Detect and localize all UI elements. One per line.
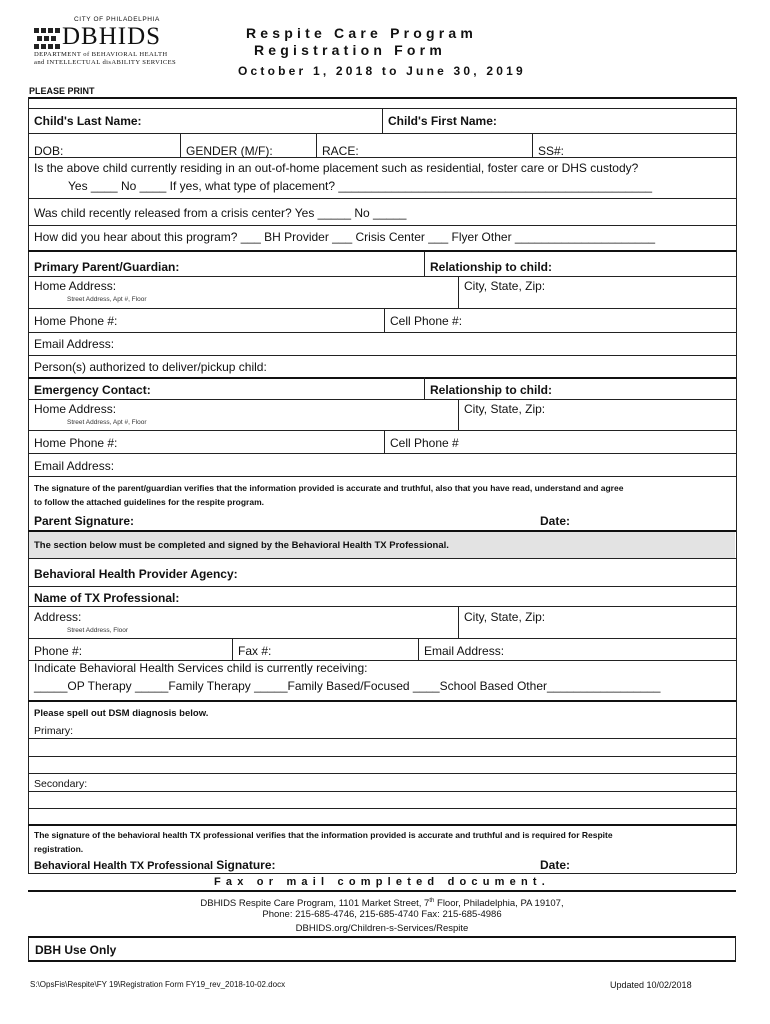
emergency-cell-phone-label: Cell Phone # [390,436,459,450]
parent-street-hint: Street Address, Apt #, Floor [67,296,147,303]
please-print-label: PLEASE PRINT [29,86,95,96]
footer-phone: Phone: 215-685-4746, 215-685-4740 Fax: 215-685-4986 [262,909,502,920]
footer-web: DBHIDS.org/Children-s-Services/Respite [295,923,469,934]
professional-fax-label: Fax #: [238,644,272,658]
parent-statement-line-2: to follow the attached guidelines for the respite program. [34,497,264,507]
emergency-city-state-zip-label: City, State, Zip: [464,402,546,416]
primary-diagnosis-label: Primary: [34,725,74,737]
placement-question: Is the above child currently residing in an out-of-home placement such as residential, foster care or DHS custody? [34,161,639,175]
emergency-contact-label: Emergency Contact: [34,383,151,397]
ssn-label: SS#: [538,144,565,158]
authorized-persons-label: Person(s) authorized to deliver/pickup child: [34,360,267,374]
services-options: _____OP Therapy _____Family Therapy _____Family Based/Focused ____School Based Other_________________ [34,679,661,693]
form-dates: October 1, 2018 to June 30, 2019 [238,64,526,78]
placement-yes-no: Yes ____ No ____ If yes, what type of placement? _______________________________________________ [68,179,653,193]
logo-name: DBHIDS [62,23,162,50]
emergency-relationship-label: Relationship to child: [430,383,552,397]
logo-subtitle-2: and INTELLECTUAL disABILITY SERVICES [34,59,177,66]
emergency-street-hint: Street Address, Apt #, Floor [67,419,147,426]
parent-cell-phone-label: Cell Phone #: [390,314,463,328]
professional-section-note: The section below must be completed and signed by the Behavioral Health TX Professional. [34,540,449,551]
parent-home-phone-label: Home Phone #: [34,314,118,328]
fax-mail-instruction: Fax or mail completed document. [213,876,550,888]
professional-statement-line-1: The signature of the behavioral health TX professional verifies that the information provided is accurate and truthful and is required for Respite [34,830,613,840]
provider-agency-label: Behavioral Health Provider Agency: [34,567,238,581]
services-question: Indicate Behavioral Health Services child is currently receiving: [34,661,368,675]
logo-city-text: CITY OF PHILADELPHIA [74,16,160,23]
professional-date-label: Date: [540,858,571,872]
footer-address-post: Floor, Philadelphia, PA 19107, [434,898,564,910]
professional-signature-label [34,858,276,873]
gender-label: GENDER (M/F): [186,144,273,158]
professional-signature-word: Signature: [216,858,276,872]
footer-address-sup: th [429,898,435,904]
professional-signature-prefix: Behavioral Health TX Professional [34,860,214,872]
tx-professional-name-label: Name of TX Professional: [34,591,180,605]
professional-phone-label: Phone #: [34,644,83,658]
parent-relationship-label: Relationship to child: [430,260,552,274]
hear-about-question: How did you hear about this program? ___ BH Provider ___ Crisis Center ___ Flyer Other _____________________ [34,230,656,244]
dsm-note: Please spell out DSM diagnosis below. [34,708,209,719]
secondary-diagnosis-label: Secondary: [34,778,88,790]
emergency-email-label: Email Address: [34,459,115,473]
parent-email-label: Email Address: [34,337,115,351]
race-label: RACE: [322,144,359,158]
file-path: S:\OpsFis\Respite\FY 19\Registration Form FY19_rev_2018-10-02.docx [30,980,286,989]
child-last-name-label: Child's Last Name: [34,114,142,128]
dob-label: DOB: [34,144,64,158]
dbh-use-box [28,936,736,962]
professional-statement-line-2: registration. [34,844,84,854]
crisis-center-question: Was child recently released from a crisis center? Yes _____ No _____ [34,206,407,220]
professional-email-label: Email Address: [424,644,505,658]
form-title-line-2: Registration Form [254,42,446,58]
parent-date-label: Date: [540,514,571,528]
parent-home-address-label: Home Address: [34,279,117,293]
form-title-line-1: Respite Care Program [246,25,478,41]
logo-subtitle-1: DEPARTMENT of BEHAVIORAL HEALTH [34,51,168,58]
parent-signature-label: Parent Signature: [34,514,135,528]
emergency-home-address-label: Home Address: [34,402,117,416]
dbh-use-label: DBH Use Only [35,943,117,957]
parent-city-state-zip-label: City, State, Zip: [464,279,546,293]
professional-city-state-zip-label: City, State, Zip: [464,610,546,624]
parent-statement-line-1: The signature of the parent/guardian verifies that the information provided is accurate and truthful, also that you have read, understand and agree [34,483,624,493]
footer-address-pre: DBHIDS Respite Care Program, 1101 Market Street, 7 [200,898,430,910]
child-first-name-label: Child's First Name: [388,114,497,128]
professional-address-label: Address: [34,610,82,624]
primary-parent-label: Primary Parent/Guardian: [34,260,180,274]
professional-street-hint: Street Address, Floor [67,627,129,634]
logo-emblem-icon [34,28,61,49]
emergency-home-phone-label: Home Phone #: [34,436,118,450]
updated-date: Updated 10/02/2018 [610,980,692,990]
